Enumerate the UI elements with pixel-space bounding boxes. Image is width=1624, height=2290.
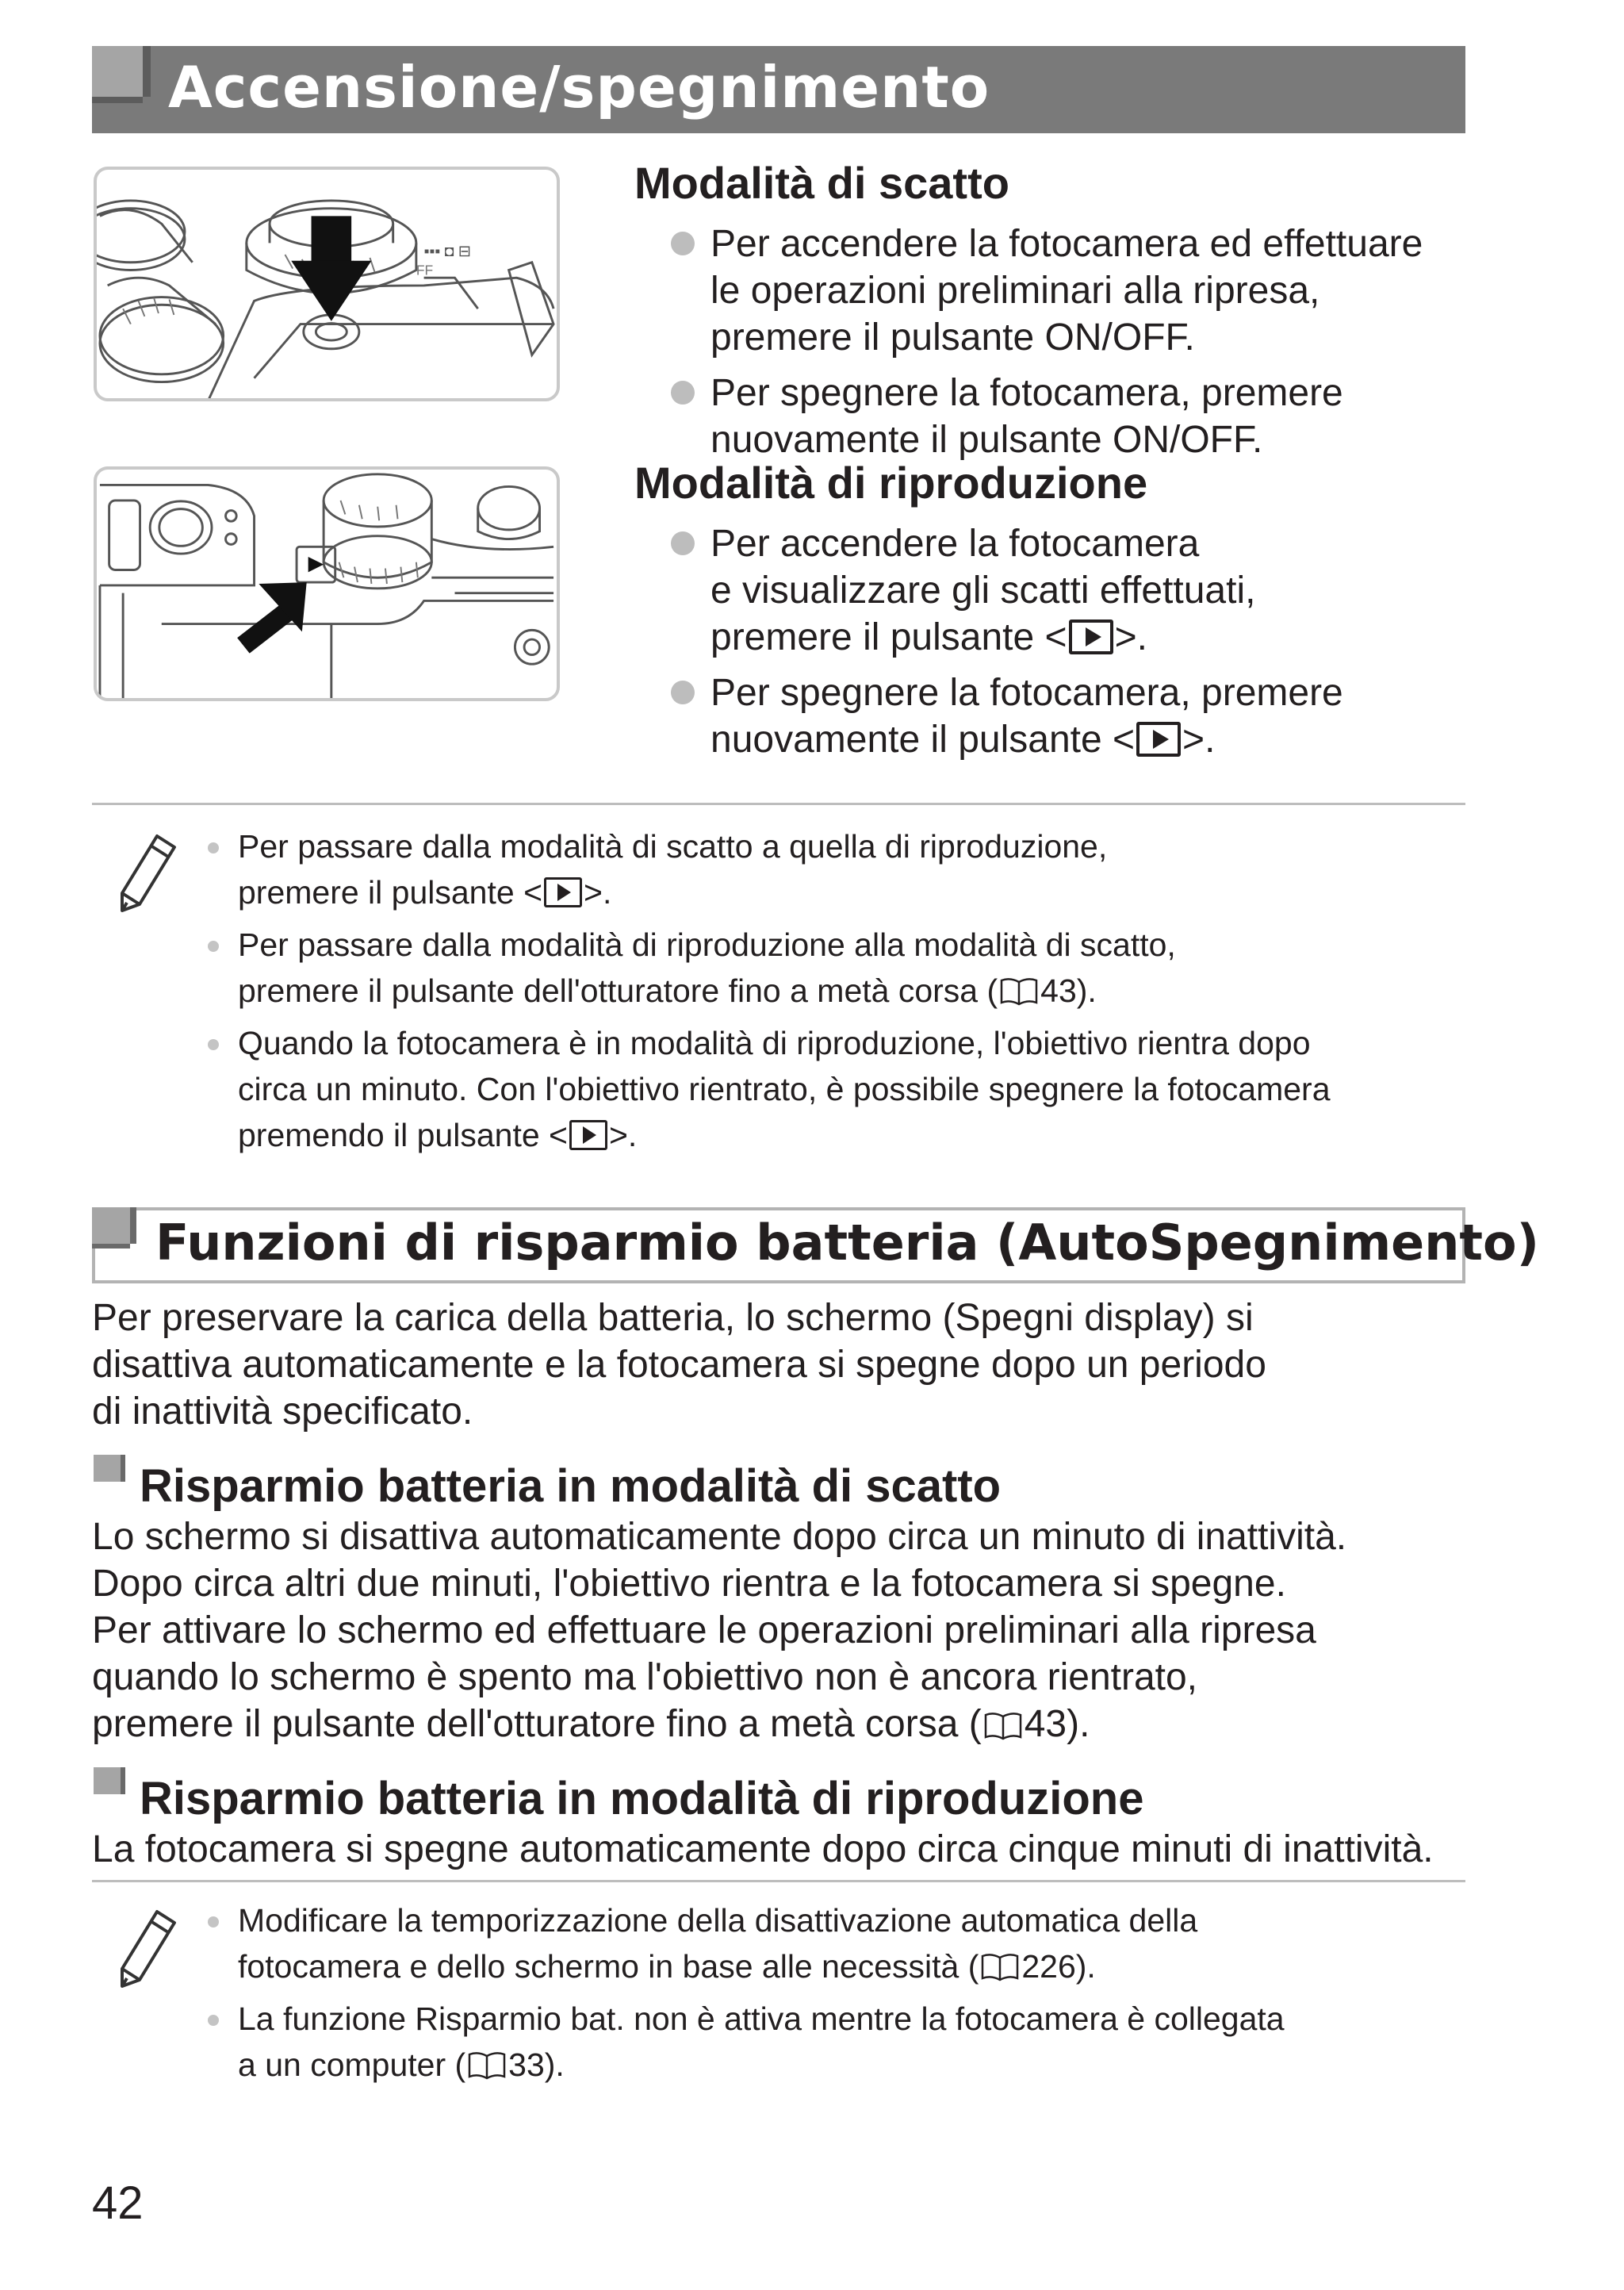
note-1-item-2	[238, 922, 1459, 1014]
note-1-item-1	[238, 823, 1459, 915]
text-line: Quando la fotocamera è in modalità di riproduzione, l'obiettivo rientra dopo	[238, 1025, 1311, 1061]
book-icon	[998, 976, 1040, 1007]
text-line: Per spegnere la fotocamera, premere	[710, 672, 1343, 714]
text-line: circa un minuto. Con l'obiettivo rientrato, è possibile spegnere la fotocamera	[238, 1071, 1331, 1107]
text-line	[238, 869, 1459, 915]
subsection-marker	[94, 1767, 121, 1794]
bullet	[671, 681, 695, 704]
book-icon	[466, 2050, 508, 2081]
text-line: le operazioni preliminari alla ripresa,	[710, 270, 1320, 312]
playback-bullet-2	[710, 669, 1472, 763]
text-span: 43).	[1040, 972, 1097, 1009]
playback-mode-title: Modalità di riproduzione	[634, 458, 1148, 508]
illustration-power-button	[94, 167, 560, 401]
pencil-icon	[111, 831, 182, 919]
text-line	[92, 1701, 1472, 1747]
text-line	[238, 1112, 1459, 1158]
press-arrow	[237, 582, 307, 654]
bullet	[208, 1039, 219, 1050]
bullet	[671, 531, 695, 555]
playback-power-saving-title: Risparmio batteria in modalità di riproduzione	[140, 1773, 1144, 1824]
press-arrow	[291, 216, 371, 320]
page-number: 42	[92, 2177, 144, 2229]
svg-text:FF: FF	[416, 262, 434, 278]
bullet	[208, 842, 219, 853]
text-line	[238, 968, 1459, 1014]
illustration-playback-button	[94, 466, 560, 701]
text-line: Per accendere la fotocamera ed effettuare	[710, 223, 1423, 265]
text-line: Per spegnere la fotocamera, premere	[710, 372, 1343, 414]
note-1-item-3	[238, 1020, 1459, 1158]
shooting-power-saving-text	[92, 1513, 1472, 1747]
text-span: 33).	[508, 2046, 565, 2083]
playback-button-icon	[1136, 722, 1181, 757]
text-line: Per attivare lo schermo ed effettuare le operazioni preliminari alla ripresa	[92, 1609, 1316, 1651]
text-line: Lo schermo si disattiva automaticamente dopo circa un minuto di inattività.	[92, 1516, 1347, 1558]
title-marker-shadow	[143, 46, 151, 97]
text-line: di inattività specificato.	[92, 1390, 473, 1433]
text-line: Per passare dalla modalità di scatto a quella di riproduzione,	[238, 828, 1108, 865]
shooting-mode-title: Modalità di scatto	[634, 158, 1009, 208]
text-span: premere il pulsante dell'otturatore fino a metà corsa (	[238, 972, 998, 1009]
section-title: Funzioni di risparmio batteria (AutoSpegnimento)	[155, 1214, 1539, 1272]
text-span: a un computer (	[238, 2046, 466, 2083]
note-2-item-2	[238, 1996, 1459, 2088]
section-marker-shadow	[130, 1207, 136, 1244]
book-icon	[979, 1951, 1021, 1983]
bullet	[671, 381, 695, 405]
divider	[92, 1880, 1465, 1882]
divider	[92, 803, 1465, 805]
bullet	[208, 2015, 219, 2026]
text-span: premere il pulsante <	[710, 616, 1067, 658]
subsection-marker	[94, 1455, 121, 1482]
text-line: nuovamente il pulsante ON/OFF.	[710, 419, 1263, 461]
text-span: >.	[584, 874, 612, 911]
shooting-bullet-2	[710, 370, 1472, 463]
page-title: Accensione/spegnimento	[168, 54, 990, 121]
section-marker	[92, 1207, 130, 1244]
playback-power-saving-text: La fotocamera si spegne automaticamente dopo circa cinque minuti di inattività.	[92, 1828, 1434, 1870]
camera-back-illustration	[97, 470, 557, 698]
playback-button-icon	[1069, 619, 1113, 654]
text-line: Modificare la temporizzazione della disattivazione automatica della	[238, 1902, 1198, 1939]
text-line: e visualizzare gli scatti effettuati,	[710, 570, 1256, 612]
playback-button-icon	[544, 877, 582, 907]
text-line	[238, 1943, 1459, 1989]
text-span: premere il pulsante <	[238, 874, 543, 911]
pencil-icon	[111, 1907, 182, 1994]
text-line: Per passare dalla modalità di riproduzione alla modalità di scatto,	[238, 926, 1176, 963]
text-span: nuovamente il pulsante <	[710, 719, 1136, 761]
text-span: 226).	[1021, 1948, 1096, 1985]
text-span: premere il pulsante dell'otturatore fino a metà corsa (	[92, 1703, 982, 1745]
text-span: fotocamera e dello schermo in base alle necessità (	[238, 1948, 979, 1985]
text-line: Per accendere la fotocamera	[710, 523, 1200, 565]
text-line	[710, 716, 1472, 763]
bullet	[671, 232, 695, 255]
note-2-item-1	[238, 1897, 1459, 1989]
book-icon	[982, 1710, 1024, 1742]
text-span: >.	[1182, 719, 1216, 761]
text-line: La funzione Risparmio bat. non è attiva mentre la fotocamera è collegata	[238, 2000, 1285, 2037]
bullet	[208, 941, 219, 952]
section-marker-shadow	[92, 1244, 130, 1249]
text-line: disattiva automaticamente e la fotocamera si spegne dopo un periodo	[92, 1344, 1266, 1386]
text-span: 43).	[1024, 1703, 1090, 1745]
svg-text:▪▪▪ ◘ ⊟: ▪▪▪ ◘ ⊟	[423, 242, 472, 260]
title-marker	[92, 46, 143, 97]
playback-bullet-1	[710, 520, 1472, 661]
shooting-bullet-1	[710, 221, 1472, 361]
text-line: Dopo circa altri due minuti, l'obiettivo rientra e la fotocamera si spegne.	[92, 1563, 1286, 1605]
power-saving-intro	[92, 1295, 1472, 1435]
playback-button-icon	[569, 1120, 607, 1150]
text-line: quando lo schermo è spento ma l'obiettivo non è ancora rientrato,	[92, 1656, 1198, 1698]
camera-top-illustration	[97, 170, 557, 398]
bullet	[208, 1916, 219, 1928]
text-span: >.	[608, 1117, 638, 1153]
text-line: Per preservare la carica della batteria, lo schermo (Spegni display) si	[92, 1297, 1254, 1339]
shooting-power-saving-title: Risparmio batteria in modalità di scatto	[140, 1460, 1002, 1512]
text-line	[710, 614, 1472, 661]
text-span: premendo il pulsante <	[238, 1117, 568, 1153]
text-span: >.	[1114, 616, 1147, 658]
text-line: premere il pulsante ON/OFF.	[710, 316, 1195, 359]
text-line	[238, 2042, 1459, 2088]
title-marker-shadow	[92, 97, 143, 103]
